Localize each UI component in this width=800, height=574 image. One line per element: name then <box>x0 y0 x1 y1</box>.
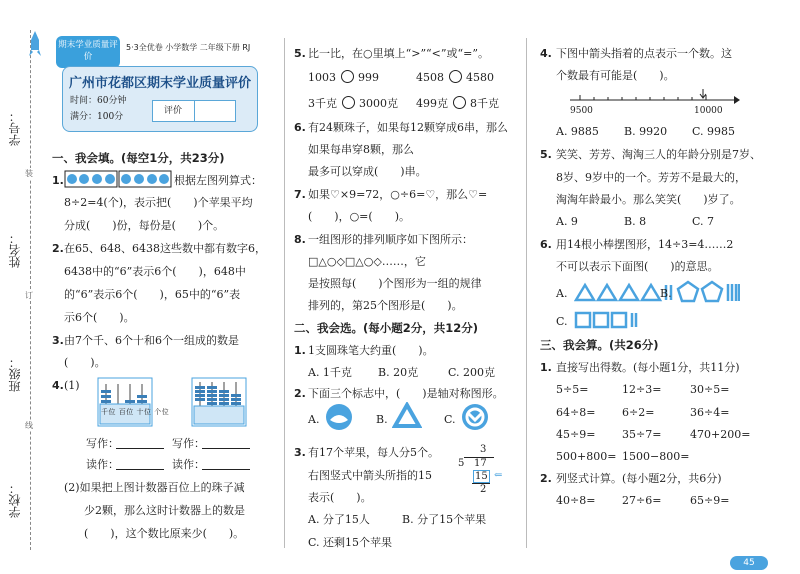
s1-number: 1. <box>294 344 306 357</box>
q4-number: 4. <box>52 379 64 392</box>
badge: 期末学业质量评价 <box>56 36 120 68</box>
calc-7: 45÷9= <box>556 428 596 441</box>
quotient: 3 <box>480 444 487 455</box>
q2-line1: 在65、648、6438这些数中都有数字6， <box>64 242 266 255</box>
s3-line1: 有17个苹果，每人分5个。 <box>308 446 439 459</box>
label-thousands: 千位 <box>101 408 116 416</box>
dividend: 17 <box>474 458 487 469</box>
school-label: 学校： <box>8 482 22 518</box>
score-info: 满分：100分 <box>70 112 124 122</box>
cut-label-3: 线 <box>25 421 33 430</box>
q5-d: 4580 <box>466 71 494 84</box>
q3-line1: 由7个千、6个十和6个一组成的数是 <box>64 334 239 347</box>
binding-margin <box>0 0 48 574</box>
q5-c: 4508 <box>416 71 444 84</box>
q5-row1b <box>416 70 494 85</box>
id-label: 学号： <box>8 110 22 146</box>
q5-f: 3000克 <box>359 97 398 110</box>
q3-number: 3. <box>52 334 64 347</box>
r6-opt-c[interactable]: C. <box>556 315 568 328</box>
write-line-2[interactable] <box>202 448 250 449</box>
q2-line3: 的“6”表示6个( )，65中的“6”表 <box>64 288 241 301</box>
cut-label-1: 装 <box>25 169 33 178</box>
read-line-2[interactable] <box>202 469 250 470</box>
q3-line2: ( )。 <box>64 356 106 369</box>
time-info: 时间：60分钟 <box>70 96 127 106</box>
abacus-1 <box>96 376 154 428</box>
q5-b: 999 <box>358 71 379 84</box>
compare-circle[interactable] <box>449 70 462 83</box>
abacus-1-labels <box>101 405 169 420</box>
r5-line1: 笑笑、芳芳、淘淘三人的年龄分别是7岁、 <box>556 148 761 161</box>
book-label: 5·3全优卷 小学数学 二年级下册 RJ <box>126 43 251 52</box>
arrow-left-icon: ⇐ <box>494 470 503 481</box>
r4-opt-c[interactable]: C. 9985 <box>692 125 736 138</box>
q5-row2b <box>416 96 499 111</box>
s3-line3: 表示( )。 <box>308 491 372 504</box>
s1-opt-b[interactable]: B. 20克 <box>378 366 419 379</box>
write-line-1[interactable] <box>116 448 164 449</box>
calc-4: 64÷8= <box>556 406 596 419</box>
section-3-heading: 三、我会算。(共26分) <box>540 338 659 352</box>
r4-opt-a[interactable]: A. 9885 <box>556 125 599 138</box>
q5-e: 3千克 <box>308 97 337 110</box>
r4-tick-10000: 10000 <box>694 106 723 116</box>
s1-text: 1支圆珠笔大约重( )。 <box>308 344 434 357</box>
q2-line4: 示6个( )。 <box>64 311 135 324</box>
calc-9: 470+200= <box>690 428 751 441</box>
section-2-heading: 二、我会选。(每小题2分，共12分) <box>294 321 479 335</box>
r5-opt-c[interactable]: C. 7 <box>692 215 715 228</box>
q6-line1: 有24颗珠子，如果每12颗穿成6串，那么 <box>308 121 508 134</box>
squares-figure <box>574 310 674 330</box>
long-division <box>458 444 518 496</box>
s2-text: 下面三个标志中，( )是轴对称图形。 <box>308 387 504 400</box>
s3-opt-a[interactable]: A. 分了15人 <box>308 513 370 526</box>
class-label: 班级： <box>8 356 22 392</box>
r4-tick-9500: 9500 <box>570 106 593 116</box>
triangles-figure <box>574 282 674 302</box>
q4-part2-line1: (2)如果把上图计数器百位上的珠子减 <box>64 481 245 494</box>
q8-number: 8. <box>294 233 306 246</box>
c1-number: 1. <box>540 361 552 374</box>
recycle-icon <box>392 402 422 432</box>
compare-circle[interactable] <box>453 96 466 109</box>
q5-h: 8千克 <box>470 97 499 110</box>
r6-line1: 用14根小棒摆图形，14÷3=4……2 <box>556 238 734 251</box>
divisor: 5 <box>458 458 465 469</box>
q5-g: 499克 <box>416 97 448 110</box>
page-number: 45 <box>730 556 768 570</box>
calc-6: 36÷4= <box>690 406 730 419</box>
write-label-2: 写作： <box>172 437 205 450</box>
c2-calc-2: 27÷6= <box>622 494 662 507</box>
q6-number: 6. <box>294 121 306 134</box>
s2-number: 2. <box>294 387 306 400</box>
s2-opt-c[interactable]: C. <box>444 413 456 426</box>
read-line-1[interactable] <box>116 469 164 470</box>
s3-opt-b[interactable]: B. 分了15个苹果 <box>402 513 487 526</box>
name-label: 姓名： <box>8 232 22 268</box>
label-hundreds: 百位 <box>118 408 134 416</box>
r4-line2: 个数最有可能是( )。 <box>556 69 675 82</box>
q7-line2: ( )，○=( )。 <box>308 210 410 223</box>
r4-number: 4. <box>540 47 552 60</box>
abacus-2 <box>190 376 248 428</box>
q8-line4: 排列的，第25个图形是( )。 <box>308 299 463 312</box>
column-divider-1 <box>284 38 285 548</box>
label-tens: 十位 <box>136 408 152 416</box>
calc-2: 12÷3= <box>622 383 662 396</box>
q7-line1: 如果♡×9=72，○÷6=♡，那么♡= <box>308 188 488 201</box>
logo-c-icon <box>460 402 490 432</box>
product: 15 <box>475 471 488 482</box>
logo-a-icon <box>324 402 354 432</box>
c1-text: 直接写出得数。(每小题1分，共11分) <box>556 361 740 374</box>
q8-line3: 是按照每( )个图形为一组的规律 <box>308 277 482 290</box>
calc-8: 35÷7= <box>622 428 662 441</box>
cut-label-2: 订 <box>25 291 33 300</box>
c2-text: 列竖式计算。(每小题2分，共6分) <box>556 472 722 485</box>
r6-opt-a[interactable]: A. <box>556 287 568 300</box>
calc-10: 500+800= <box>556 450 617 463</box>
q5-row1 <box>308 70 379 85</box>
write-label-1: 写作： <box>86 437 119 450</box>
read-label-1: 读作： <box>86 458 119 471</box>
q2-line2: 6438中的“6”表示6个( )，648中 <box>64 265 246 278</box>
calc-1: 5÷5= <box>556 383 589 396</box>
q1-number: 1. <box>52 174 64 187</box>
s3-number: 3. <box>294 446 306 459</box>
r5-opt-a[interactable]: A. 9 <box>556 215 578 228</box>
s2-opt-b[interactable]: B. <box>376 413 388 426</box>
s3-line2: 右图竖式中箭头所指的15 <box>308 469 432 482</box>
r4-line1: 下图中箭头指着的点表示一个数。这 <box>556 47 732 60</box>
column-divider-2 <box>526 38 527 548</box>
eval-divider <box>194 100 195 122</box>
pentagons-figure <box>676 280 740 304</box>
label-ones: 个位 <box>154 408 170 416</box>
r5-number: 5. <box>540 148 552 161</box>
compare-circle[interactable] <box>341 70 354 83</box>
q5-a: 1003 <box>308 71 336 84</box>
r5-line2: 8岁、9岁中的一个。芳芳不是最大的， <box>556 171 746 184</box>
q7-number: 7. <box>294 188 306 201</box>
q5-row2 <box>308 96 398 111</box>
s1-opt-c[interactable]: C. 200克 <box>448 366 496 379</box>
eval-label: 评价 <box>164 106 183 116</box>
q4-part2-line3: ( )，这个数比原来少( )。 <box>84 527 245 540</box>
compare-circle[interactable] <box>342 96 355 109</box>
q1-line2: 8÷2=4(个)，表示把( )个苹果平均 <box>64 196 253 209</box>
r6-line2: 不可以表示下面图( )的意思。 <box>556 260 719 273</box>
q5-text: 比一比，在○里填上“>”“<”或“=”。 <box>308 47 489 60</box>
q2-number: 2. <box>52 242 64 255</box>
rocket-icon <box>28 30 42 58</box>
calc-3: 30÷5= <box>690 383 730 396</box>
r4-opt-b[interactable]: B. 9920 <box>624 125 668 138</box>
s3-opt-c[interactable]: C. 还剩15个苹果 <box>308 536 393 549</box>
s2-opt-a[interactable]: A. <box>308 413 320 426</box>
q6-line3: 最多可以穿成( )串。 <box>308 165 427 178</box>
q4-part1: (1) <box>64 379 80 392</box>
read-label-2: 读作： <box>172 458 205 471</box>
q1-line1: 根据左图列算式： <box>174 174 262 187</box>
section-1-heading: 一、我会填。(每空1分，共23分) <box>52 151 225 165</box>
calc-5: 6÷2= <box>622 406 655 419</box>
q8-line1: 一组图形的排列顺序如下图所示： <box>308 233 473 246</box>
c2-number: 2. <box>540 472 552 485</box>
s1-opt-a[interactable]: A. 1千克 <box>308 366 352 379</box>
calc-11: 1500−800= <box>622 450 690 463</box>
c2-calc-1: 40÷8= <box>556 494 596 507</box>
apple-figure <box>64 170 172 188</box>
q4-part2-line2: 少2颗，那么这时计数器上的数是 <box>84 504 245 517</box>
q1-line3: 分成( )份，每份是( )个。 <box>64 219 225 232</box>
r6-number: 6. <box>540 238 552 251</box>
q5-number: 5. <box>294 47 306 60</box>
c2-calc-3: 65÷9= <box>690 494 730 507</box>
q6-line2: 如果每串穿8颗，那么 <box>308 143 414 156</box>
r6-opt-b[interactable]: B. <box>660 287 672 300</box>
r5-line3: 淘淘年龄最小。那么笑笑( )岁了。 <box>556 193 741 206</box>
r5-opt-b[interactable]: B. 8 <box>624 215 647 228</box>
remainder: 2 <box>480 484 487 495</box>
page-title: 广州市花都区期末学业质量评价 <box>68 76 251 91</box>
q8-line2: □△○◇□△○◇……，它 <box>308 255 426 268</box>
